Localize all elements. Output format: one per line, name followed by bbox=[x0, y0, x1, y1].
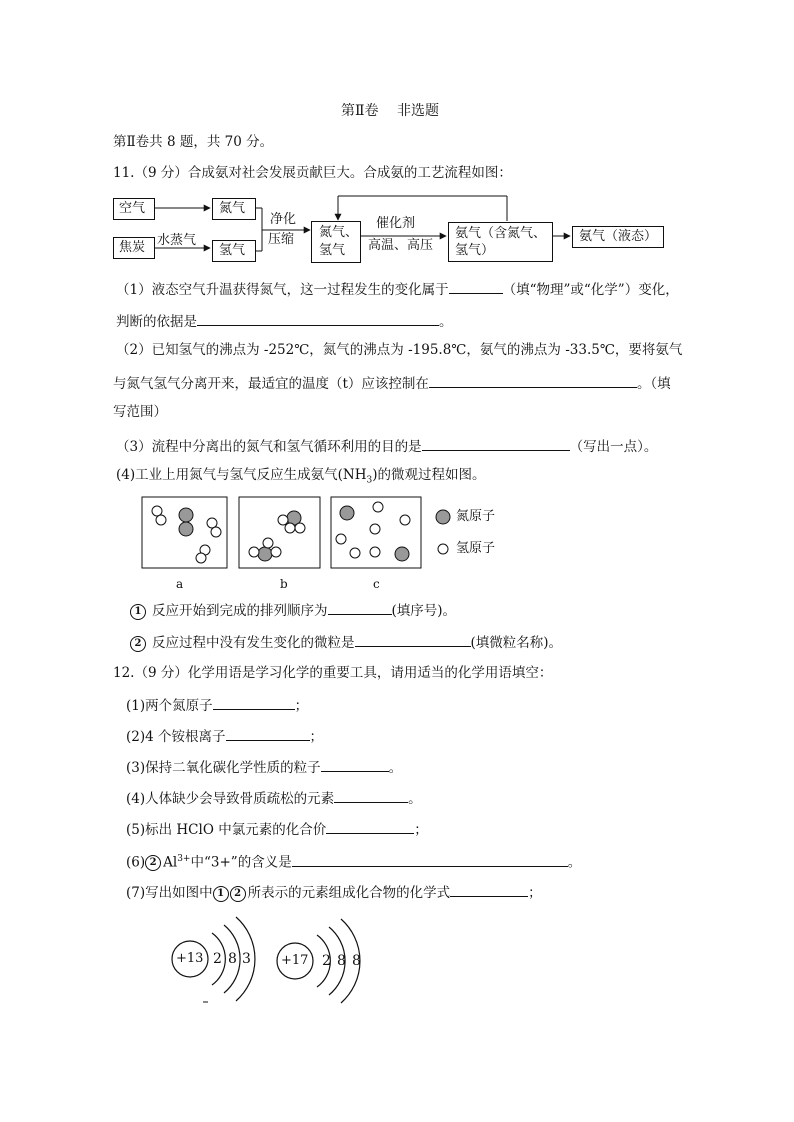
catalyst-label: 催化剂 bbox=[376, 216, 416, 231]
q11-p4-subscript: 3 bbox=[366, 475, 373, 486]
atom2-nucleus-charge: +17 bbox=[281, 953, 309, 968]
mix-hydrogen-label: 氢气 bbox=[319, 243, 346, 258]
q11-stem: 11.（9 分）合成氨对社会发展贡献巨大。合成氨的工艺流程如图： bbox=[113, 165, 512, 181]
q11-part2-line1: （2）已知氢气的沸点为 -252℃，氮气的沸点为 -195.8℃，氨气的沸点为 -33.5℃，要将氨气 bbox=[116, 342, 683, 358]
q12-i1-end: ； bbox=[294, 698, 309, 714]
legend-nitrogen-label: 氮原子 bbox=[456, 509, 496, 524]
q11-p2-text-b: 与氮气氢气分离开来，最适宜的温度（t）应该控制在 bbox=[113, 376, 429, 392]
q12-i6-text-a: (6) bbox=[126, 854, 146, 871]
nitrogen-label: 氮气 bbox=[219, 201, 246, 216]
water-vapor-label: 水蒸气 bbox=[157, 233, 197, 248]
q12-i5-text: (5)标出 HClO 中氯元素的化合价 bbox=[126, 822, 327, 838]
q12-i4-text: (4)人体缺少会导致骨质疏松的元素 bbox=[126, 791, 335, 807]
coke-label: 焦炭 bbox=[119, 240, 146, 255]
q12-i7-text-b: 所表示的元素组成化合物的化学式 bbox=[247, 885, 451, 901]
q11-p3-text-a: （3）流程中分离出的氮气和氢气循环利用的目的是 bbox=[116, 439, 422, 455]
atom1-nucleus-charge: +13 bbox=[176, 951, 204, 966]
ammonia-mixture-line1: 氨气（含氮气、 bbox=[455, 226, 547, 241]
atom1-shell-count: 8 bbox=[228, 951, 237, 967]
q12-stem: 12.（9 分）化学用语是学习化学的重要工具，请用适当的化学用语填空： bbox=[113, 665, 553, 681]
legend-hydrogen-label: 氢原子 bbox=[456, 541, 496, 556]
panel-label-b: b bbox=[280, 577, 288, 591]
q11-p3-text-b: （写出一点）。 bbox=[569, 439, 658, 455]
atom1-shell-count: 3 bbox=[242, 951, 251, 967]
liquid-ammonia-label: 氨气（液态） bbox=[579, 229, 658, 244]
circled-number-2: 2 bbox=[230, 886, 246, 902]
q12-i6-superscript: 3+ bbox=[177, 854, 191, 864]
circled-number-1: 1 bbox=[130, 604, 146, 620]
q11-sub2-text-a: 反应过程中没有发生变化的微粒是 bbox=[152, 635, 355, 651]
hydrogen-label: 氢气 bbox=[219, 243, 246, 258]
q12-i3-text: (3)保持二氧化碳化学性质的粒子 bbox=[126, 760, 321, 776]
q12-i6-end: 。 bbox=[567, 854, 582, 871]
circled-number-2: 2 bbox=[130, 636, 146, 652]
atom2-shell-count: 8 bbox=[337, 953, 346, 969]
q11-p1-text-a: （1）液态空气升温获得氮气，这一过程发生的变化属于 bbox=[116, 282, 449, 298]
q12-i5-end: ； bbox=[414, 822, 428, 838]
q11-p4-text-b: )的微观过程如图。 bbox=[372, 467, 486, 483]
q11-p1-text-c: 判断的依据是 bbox=[116, 314, 197, 330]
q11-sub1-text-a: 反应开始到完成的排列顺序为 bbox=[152, 603, 328, 619]
panel-label-a: a bbox=[176, 577, 184, 591]
q12-i1-text: (1)两个氮原子 bbox=[126, 698, 213, 714]
atom2-shell-count: 2 bbox=[322, 953, 331, 969]
q12-i6-text-c: 中“3+”的含义是 bbox=[190, 854, 292, 871]
q11-sub2-text-b: (填微粒名称)。 bbox=[470, 635, 563, 651]
panel-label-c: c bbox=[373, 577, 380, 591]
conditions-label: 高温、高压 bbox=[368, 238, 434, 253]
circled-number-1: 1 bbox=[213, 886, 229, 902]
q12-i2-text: (2)4 个铵根离子 bbox=[126, 729, 226, 745]
q11-p1-text-b: （填“物理”或“化学”）变化， bbox=[502, 282, 679, 298]
q12-i3-end: 。 bbox=[388, 760, 403, 776]
ammonia-mixture-line2: 氢气） bbox=[455, 243, 495, 258]
q12-i7-text-a: (7)写出如图中 bbox=[126, 885, 213, 901]
air-label: 空气 bbox=[119, 201, 146, 216]
mix-nitrogen-label: 氮气、 bbox=[319, 225, 359, 240]
section-title: 第Ⅱ卷 非选题 bbox=[341, 103, 439, 119]
q11-p2-text-c: 。（填 bbox=[636, 376, 671, 392]
purify-label: 净化 bbox=[270, 212, 297, 227]
atom1-shell-count: 2 bbox=[213, 951, 222, 967]
q12-i4-end: 。 bbox=[408, 791, 422, 807]
section-intro: 第Ⅱ卷共 8 题，共 70 分。 bbox=[113, 134, 274, 150]
q11-p4-text-a: (4)工业上用氮气与氢气反应生成氨气(NH bbox=[116, 467, 367, 483]
q11-p1-text-d: 。 bbox=[439, 314, 453, 330]
q11-part2-line3: 写范围） bbox=[113, 404, 167, 420]
q11-sub1-text-b: (填序号)。 bbox=[391, 603, 457, 619]
compress-label: 压缩 bbox=[268, 232, 295, 247]
atom2-shell-count: 8 bbox=[352, 953, 361, 969]
q12-i6-text-b: Al bbox=[163, 854, 178, 871]
q12-i2-end: ； bbox=[309, 729, 324, 745]
circled-number-2: 2 bbox=[145, 855, 161, 871]
q12-i7-end: ； bbox=[528, 885, 542, 901]
